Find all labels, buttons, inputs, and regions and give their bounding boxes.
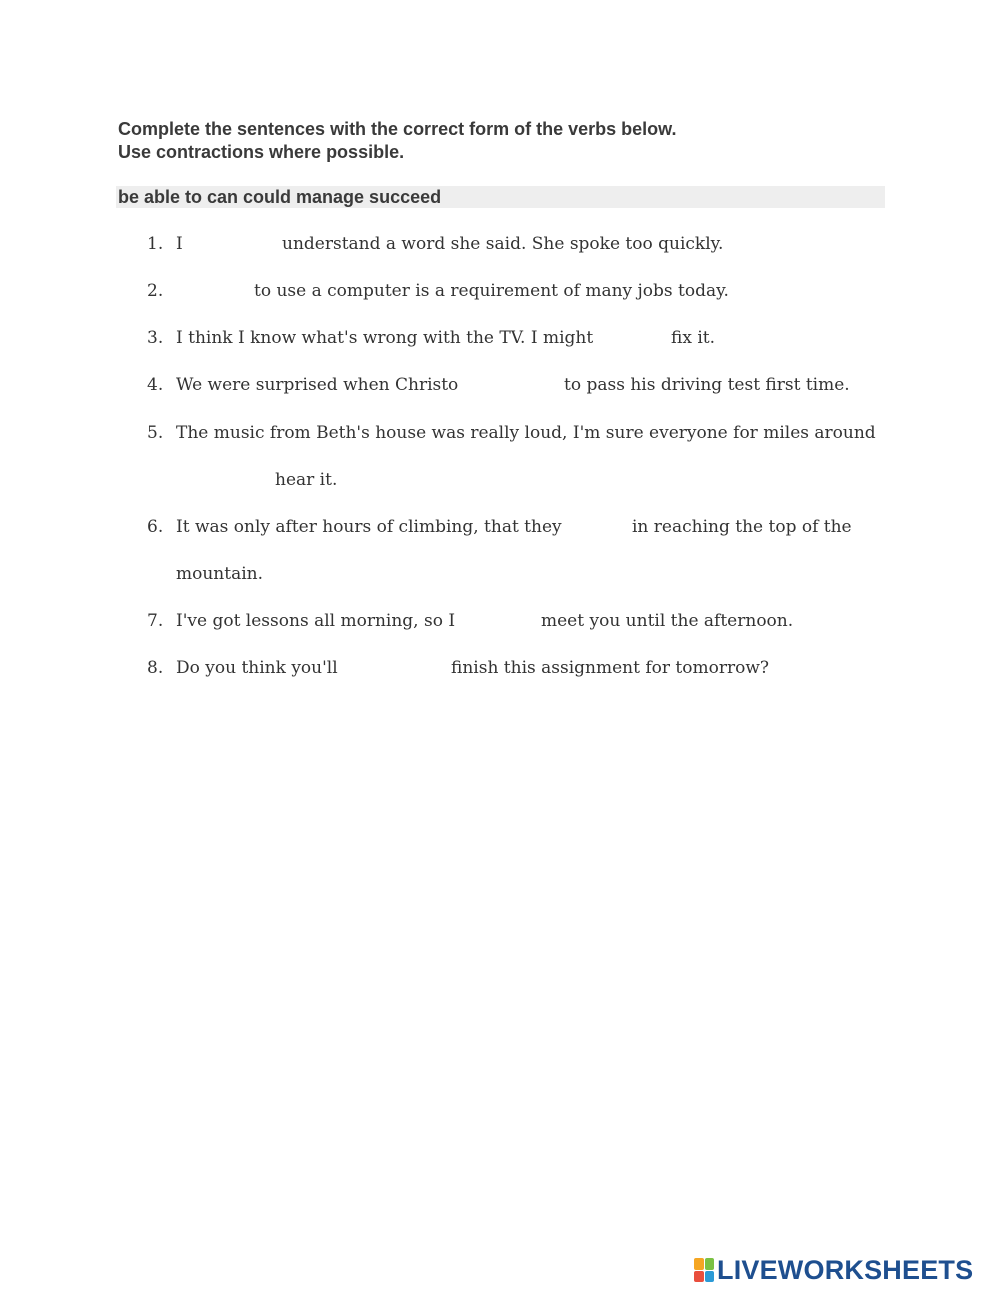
item-text: The music from Beth's house was really loud, I'm sure everyone for miles around	[176, 423, 876, 443]
item-text: I	[176, 234, 183, 254]
item-text: I think I know what's wrong with the TV. I might	[176, 328, 594, 348]
item-text: meet you until the afternoon.	[541, 611, 794, 631]
item-text: to pass his driving test first time.	[564, 375, 850, 395]
item-text: fix it.	[671, 328, 716, 348]
item-text: Do you think you'll	[176, 658, 338, 678]
item-number: 1.	[147, 234, 164, 254]
instructions-line-2: Use contractions where possible.	[118, 142, 405, 162]
item-text: mountain.	[176, 564, 264, 584]
instructions-line-1: Complete the sentences with the correct form of the verbs below.	[118, 119, 677, 139]
item-text: It was only after hours of climbing, that they	[176, 517, 562, 537]
answer-blank-1[interactable]	[190, 232, 276, 256]
item-number: 8.	[147, 658, 164, 678]
liveworksheets-logo-icon	[694, 1258, 714, 1282]
item-text: I've got lessons all morning, so I	[176, 611, 456, 631]
item-number: 3.	[147, 328, 164, 348]
answer-blank-6[interactable]	[553, 515, 625, 539]
answer-blank-4[interactable]	[459, 373, 557, 397]
liveworksheets-logo	[694, 1257, 973, 1283]
answer-blank-7[interactable]	[449, 609, 535, 633]
answer-blank-2[interactable]	[176, 279, 248, 303]
item-number: 2.	[147, 281, 164, 301]
logo-text: LIVEWORKSHEETS	[717, 1255, 974, 1285]
item-text: to use a computer is a requirement of many jobs today.	[254, 281, 729, 301]
item-text: We were surprised when Christo	[176, 375, 459, 395]
item-number: 6.	[147, 517, 164, 537]
word-bank: be able to can could manage succeed	[116, 186, 885, 208]
answer-blank-8[interactable]	[341, 656, 445, 680]
item-text: hear it.	[275, 470, 338, 490]
instructions	[118, 118, 676, 164]
item-text: in reaching the top of the	[632, 517, 852, 537]
answer-blank-3[interactable]	[588, 326, 666, 350]
item-number: 4.	[147, 375, 164, 395]
item-number: 5.	[147, 423, 164, 443]
item-text: understand a word she said. She spoke too quickly.	[282, 234, 724, 254]
item-text: finish this assignment for tomorrow?	[451, 658, 769, 678]
item-number: 7.	[147, 611, 164, 631]
answer-blank-5[interactable]	[176, 468, 268, 492]
